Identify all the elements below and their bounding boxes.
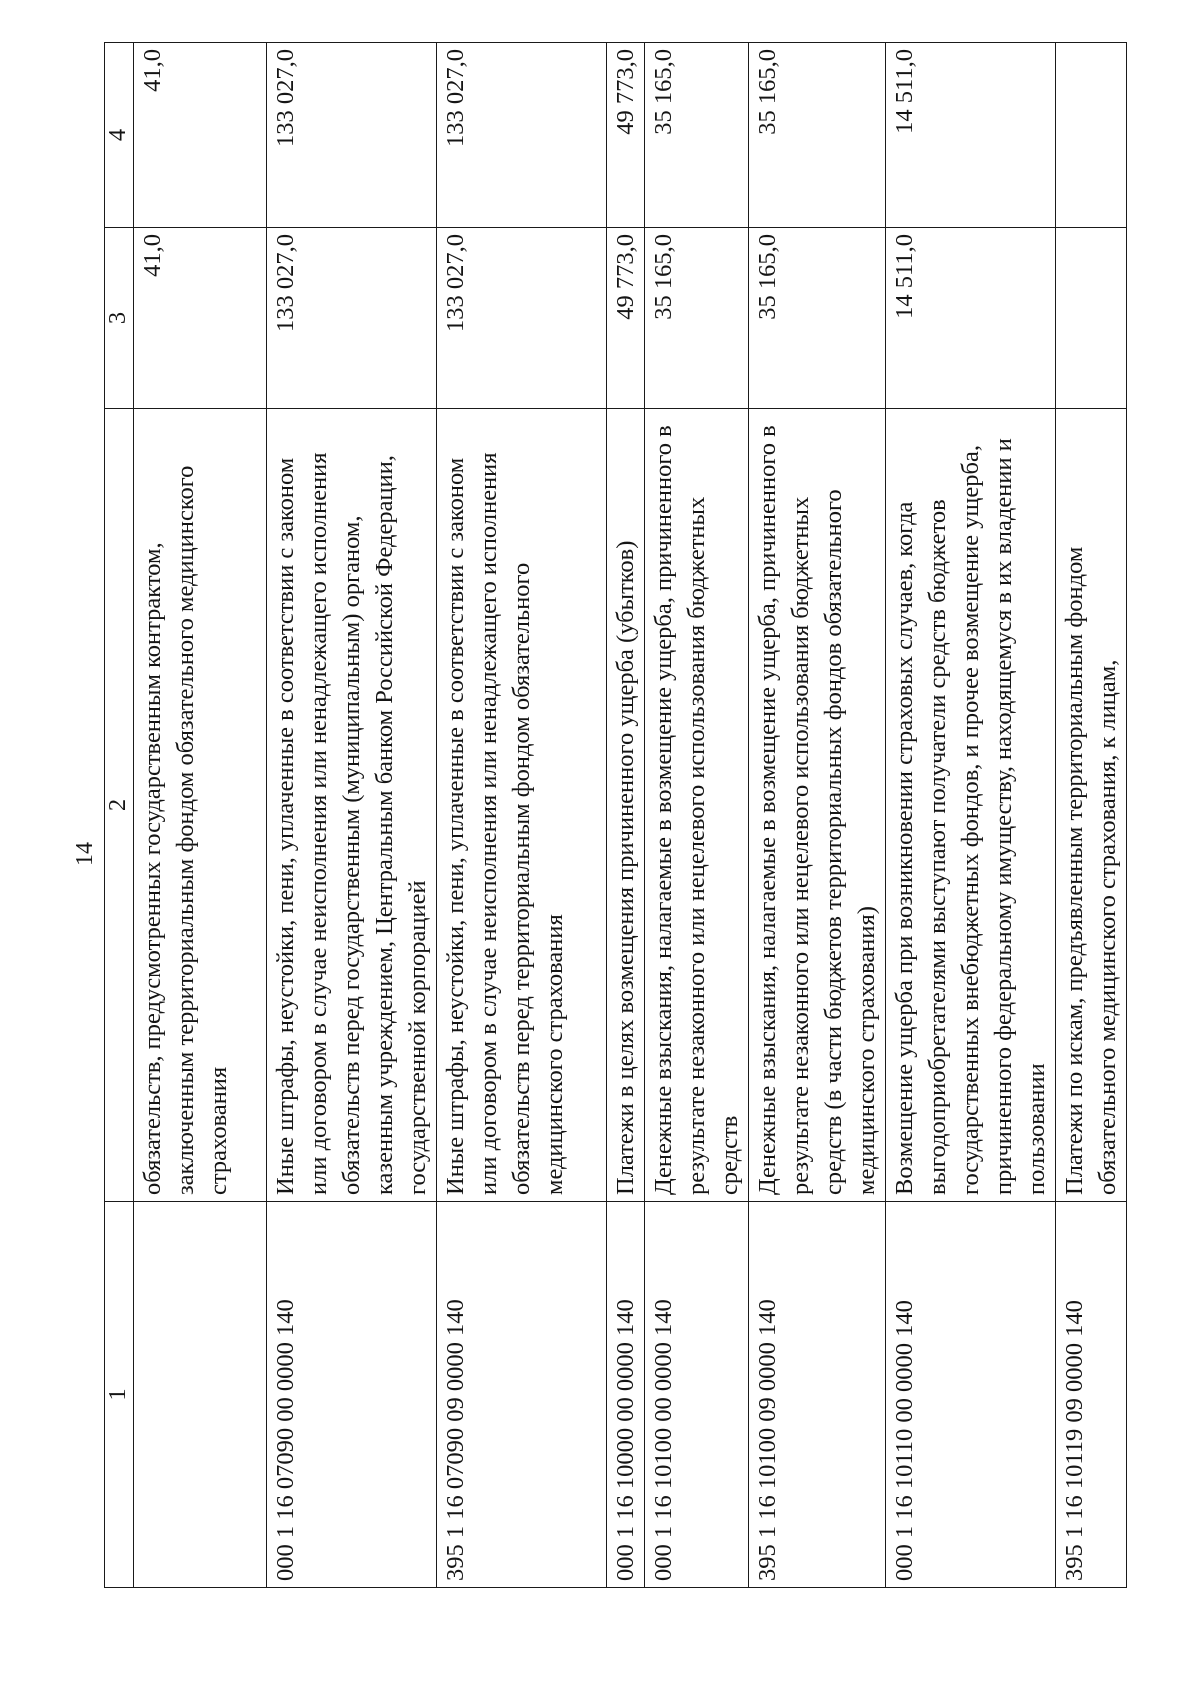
table-header-row xyxy=(105,43,134,1588)
table-row xyxy=(645,43,749,1588)
amount-col4-cell: 133 027,0 xyxy=(267,43,437,228)
description-cell: Платежи по искам, предъявленным территориальным фондом обязательного медицинского страхования, к лицам, xyxy=(1056,409,1127,1202)
table-row xyxy=(886,43,1056,1588)
budget-code-cell: 000 1 16 10100 00 0000 140 xyxy=(645,1202,749,1588)
description-cell: Денежные взыскания, налагаемые в возмещение ущерба, причиненного в результате незаконного или нецелевого использования бюджетных средств xyxy=(645,409,749,1202)
header-cell-1: 1 xyxy=(105,1202,134,1588)
table-row xyxy=(267,43,437,1588)
amount-col3-cell: 49 773,0 xyxy=(607,228,645,409)
description-cell: Денежные взыскания, налагаемые в возмещение ущерба, причиненного в результате незаконного или нецелевого использования бюджетных средств (в части бюджетов территориальных фондов обязательного медицинского страхования) xyxy=(749,409,886,1202)
amount-col4-cell: 133 027,0 xyxy=(437,43,607,228)
amount-col4-cell: 35 165,0 xyxy=(645,43,749,228)
header-cell-4: 4 xyxy=(105,43,134,228)
amount-col3-cell: 14 511,0 xyxy=(886,228,1056,409)
table-row xyxy=(437,43,607,1588)
amount-col3-cell: 35 165,0 xyxy=(749,228,886,409)
header-cell-2: 2 xyxy=(105,409,134,1202)
table-row xyxy=(134,43,267,1588)
table-row xyxy=(607,43,645,1588)
amount-col4-cell: 49 773,0 xyxy=(607,43,645,228)
table-row xyxy=(749,43,886,1588)
budget-code-cell: 395 1 16 10100 09 0000 140 xyxy=(749,1202,886,1588)
amount-col4-cell: 14 511,0 xyxy=(886,43,1056,228)
budget-code-cell: 395 1 16 10119 09 0000 140 xyxy=(1056,1202,1127,1588)
amount-col3-cell: 35 165,0 xyxy=(645,228,749,409)
description-cell: Платежи в целях возмещения причиненного ущерба (убытков) xyxy=(607,409,645,1202)
amount-col4-cell xyxy=(1056,43,1127,228)
amount-col3-cell xyxy=(1056,228,1127,409)
budget-code-cell: 000 1 16 07090 00 0000 140 xyxy=(267,1202,437,1588)
description-cell: обязательств, предусмотренных государственным контрактом, заключенным территориальным фондом обязательного медицинского страхования xyxy=(134,409,267,1202)
page-number: 14 xyxy=(72,842,98,866)
budget-code-cell xyxy=(134,1202,267,1588)
amount-col4-cell: 41,0 xyxy=(134,43,267,228)
amount-col4-cell: 35 165,0 xyxy=(749,43,886,228)
amount-col3-cell: 133 027,0 xyxy=(267,228,437,409)
description-cell: Иные штрафы, неустойки, пени, уплаченные в соответствии с законом или договором в случае неисполнения или ненадлежащего исполнения обязательств перед территориальным фондом обязательного медицинского страхования xyxy=(437,409,607,1202)
description-cell: Иные штрафы, неустойки, пени, уплаченные в соответствии с законом или договором в случае неисполнения или ненадлежащего исполнения обязательств перед государственным (муниципальным) органом, казенным учреждением, Центральным банком Российской Федерации, государственной корпорацией xyxy=(267,409,437,1202)
budget-code-cell: 000 1 16 10110 00 0000 140 xyxy=(886,1202,1056,1588)
description-cell: Возмещение ущерба при возникновении страховых случаев, когда выгодоприобретателями выступают получатели средств бюджетов государственных внебюджетных фондов, и прочее возмещение ущерба, причиненного федеральному имуществу, находящемуся в их владении и пользовании xyxy=(886,409,1056,1202)
budget-code-cell: 395 1 16 07090 09 0000 140 xyxy=(437,1202,607,1588)
header-cell-3: 3 xyxy=(105,228,134,409)
revenue-table xyxy=(104,42,1127,1588)
rotated-page xyxy=(104,43,1121,1588)
amount-col3-cell: 133 027,0 xyxy=(437,228,607,409)
amount-col3-cell: 41,0 xyxy=(134,228,267,409)
budget-code-cell: 000 1 16 10000 00 0000 140 xyxy=(607,1202,645,1588)
table-row xyxy=(1056,43,1127,1588)
